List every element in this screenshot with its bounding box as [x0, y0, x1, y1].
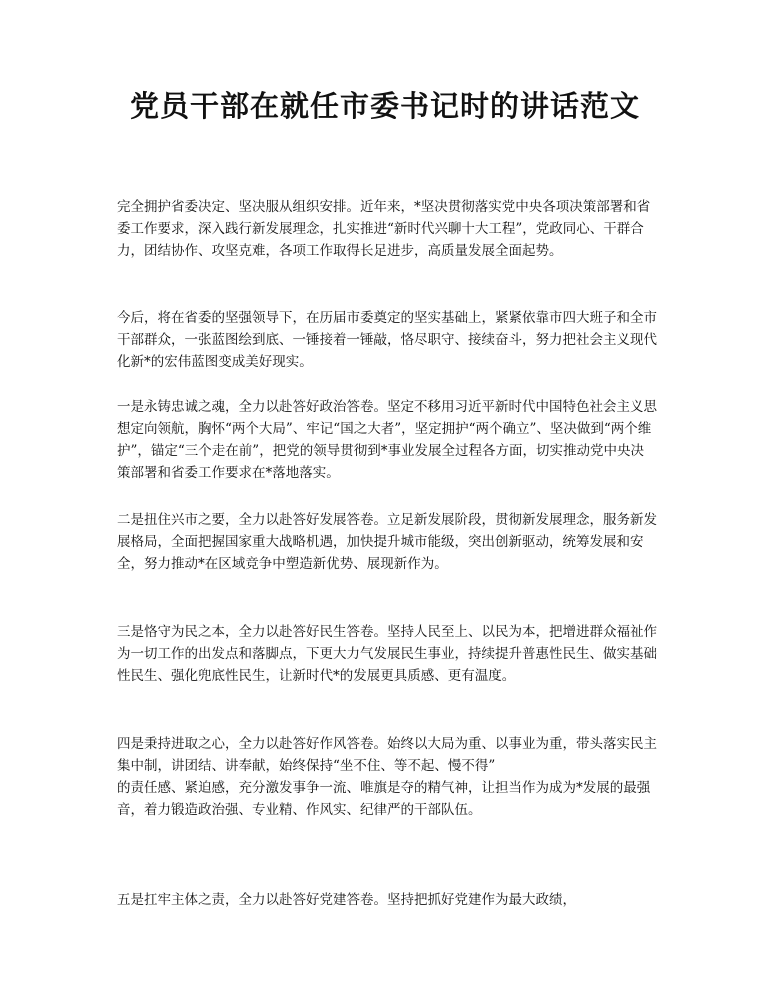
paragraph-2: 今后，将在省委的坚强领导下，在历届市委奠定的坚实基础上，紧紧依靠市四大班子和全市干部群众，一张蓝图绘到底、一锤接着一锤敲，恪尽职守、接续奋斗，努力把社会主义现代化新*的宏伟蓝图变成美好现实。 [117, 310, 657, 370]
paragraph-5: 三是恪守为民之本，全力以赴答好民生答卷。坚持人民至上、以民为本，把增进群众福祉作为一切工作的出发点和落脚点，下更大力气发展民生事业，持续提升普惠性民生、做实基础性民生、强化兜底性民生，让新时代*的发展更具质感、更有温度。 [117, 624, 657, 684]
paragraph-7: 五是扛牢主体之责，全力以赴答好党建答卷。坚持把抓好党建作为最大政绩， [117, 892, 576, 908]
paragraph-1: 完全拥护省委决定、坚决服从组织安排。近年来，*坚决贯彻落实党中央各项决策部署和省委工作要求，深入践行新发展理念，扎实推进“新时代兴聊十大工程”，党政同心、干群合力，团结协作、攻坚克难，各项工作取得长足进步，高质量发展全面起势。 [117, 199, 651, 259]
paragraph-6: 四是秉持进取之心，全力以赴答好作风答卷。始终以大局为重、以事业为重，带头落实民主集中制，讲团结、讲奉献，始终保持“坐不住、等不起、慢不得” 的责任感、紧迫感，充分激发事争一流、唯旗是夺的精气神，让担当作为成为*发展的最强音，着力锻造政治强、专业精、作风实、纪律严的干部队伍。 [117, 736, 657, 818]
paragraph-4: 二是扭住兴市之要，全力以赴答好发展答卷。立足新发展阶段，贯彻新发展理念，服务新发展格局，全面把握国家重大战略机遇，加快提升城市能级，突出创新驱动，统筹发展和安全，努力推动*在区域竞争中塑造新优势、展现新作为。 [117, 512, 657, 572]
document-title: 党员干部在就任市委书记时的讲话范文 [129, 89, 640, 123]
paragraph-3: 一是永铸忠诚之魂，全力以赴答好政治答卷。坚定不移用习近平新时代中国特色社会主义思想定向领航，胸怀“两个大局”、牢记“国之大者”，坚定拥护“两个确立”、坚决做到“两个维护”，锚定“三个走在前”，把党的领导贯彻到*事业发展全过程各方面，切实推动党中央决策部署和省委工作要求在*落地落实。 [117, 399, 657, 481]
